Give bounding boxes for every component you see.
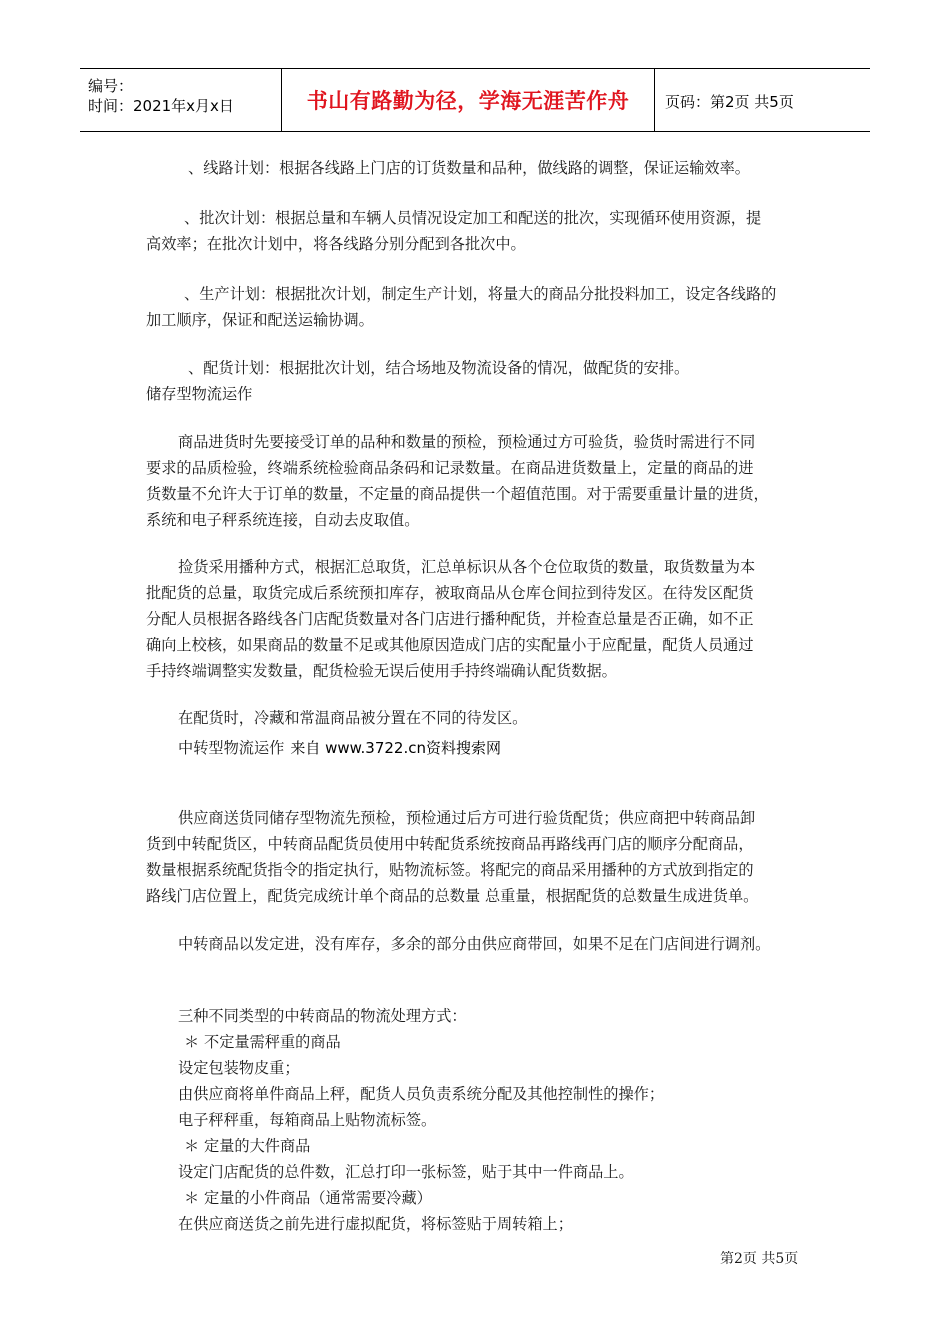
paragraph-line: 加工顺序，保证和配送运输协调。 — [146, 311, 374, 329]
list-bullet-item: ＊ 定量的大件商品 — [184, 1137, 311, 1155]
list-bullet-item: ＊ 定量的小件商品（通常需要冷藏） — [184, 1189, 432, 1207]
paragraph-line: 货到中转配货区，中转商品配货员使用中转配货系统按商品再路线再门店的顺序分配商品， — [146, 835, 754, 853]
paragraph-line: 商品进货时先要接受订单的品种和数量的预检，预检通过方可验货，验货时需进行不同 — [178, 433, 756, 451]
paragraph-line: 、配货计划：根据批次计划，结合场地及物流设备的情况，做配货的安排。 — [188, 359, 690, 377]
paragraph-line: 批配货的总量，取货完成后系统预扣库存，被取商品从仓库仓间拉到待发区。在待发区配货 — [146, 584, 754, 602]
date-label: 时间：2021年x月x日 — [88, 97, 234, 115]
section-heading-row — [178, 738, 501, 758]
paragraph-line: 手持终端调整实发数量，配货检验无误后使用手持终端确认配货数据。 — [146, 662, 617, 680]
section-heading: 储存型物流运作 — [146, 385, 253, 403]
list-intro: 三种不同类型的中转商品的物流处理方式： — [178, 1007, 467, 1025]
page-number-label: 页码：第2页 共5页 — [665, 93, 794, 111]
source-note: 来自 www.3722.cn资料搜索网 — [290, 739, 501, 757]
paragraph-line: 高效率；在批次计划中，将各线路分别分配到各批次中。 — [146, 235, 526, 253]
paragraph-line: 货数量不允许大于订单的数量，不定量的商品提供一个超值范围。对于需要重量计量的进货， — [146, 485, 769, 503]
list-item: 设定门店配货的总件数，汇总打印一张标签，贴于其中一件商品上。 — [178, 1163, 634, 1181]
paragraph-line: 、批次计划：根据总量和车辆人员情况设定加工和配送的批次，实现循环使用资源，提 — [184, 209, 762, 227]
paragraph-line: 数量根据系统配货指令的指定执行，贴物流标签。将配完的商品采用播种的方式放到指定的 — [146, 861, 754, 879]
section-heading: 中转型物流运作 — [178, 739, 285, 757]
list-bullet-item: ＊ 不定量需秤重的商品 — [184, 1033, 341, 1051]
paragraph-line: 确向上校核，如果商品的数量不足或其他原因造成门店的实配量小于应配量，配货人员通过 — [146, 636, 754, 654]
paragraph-line: 分配人员根据各路线各门店配货数量对各门店进行播种配货，并检查总量是否正确，如不正 — [146, 610, 754, 628]
list-item: 由供应商将单件商品上秤，配货人员负责系统分配及其他控制性的操作； — [178, 1085, 664, 1103]
list-item: 电子秤秤重，每箱商品上贴物流标签。 — [178, 1111, 437, 1129]
paragraph-line: 要求的品质检验，终端系统检验商品条码和记录数量。在商品进货数量上，定量的商品的进 — [146, 459, 754, 477]
list-item: 在供应商送货之前先进行虚拟配货，将标签贴于周转箱上； — [178, 1215, 573, 1233]
paragraph-line: 、线路计划：根据各线路上门店的订货数量和品种，做线路的调整，保证运输效率。 — [188, 159, 750, 177]
paragraph-line: 供应商送货同储存型物流先预检，预检通过后方可进行验货配货；供应商把中转商品卸 — [178, 809, 756, 827]
paragraph-line: 系统和电子秤系统连接，自动去皮取值。 — [146, 511, 420, 529]
paragraph-line: 路线门店位置上，配货完成统计单个商品的总数量 总重量，根据配货的总数量生成进货单。 — [146, 887, 759, 905]
number-label: 编号： — [88, 77, 134, 95]
paragraph-line: 在配货时，冷藏和常温商品被分置在不同的待发区。 — [178, 709, 528, 727]
paragraph-line: 、生产计划：根据批次计划，制定生产计划，将量大的商品分批投料加工，设定各线路的 — [184, 285, 777, 303]
page-footer: 第2页 共5页 — [720, 1251, 799, 1267]
motto: 书山有路勤为径，学海无涯苦作舟 — [306, 89, 630, 113]
paragraph-line: 中转商品以发定进，没有库存，多余的部分由供应商带回，如果不足在门店间进行调剂。 — [178, 935, 771, 953]
paragraph-line: 捡货采用播种方式，根据汇总取货，汇总单标识从各个仓位取货的数量，取货数量为本 — [178, 558, 756, 576]
list-item: 设定包装物皮重； — [178, 1059, 300, 1077]
